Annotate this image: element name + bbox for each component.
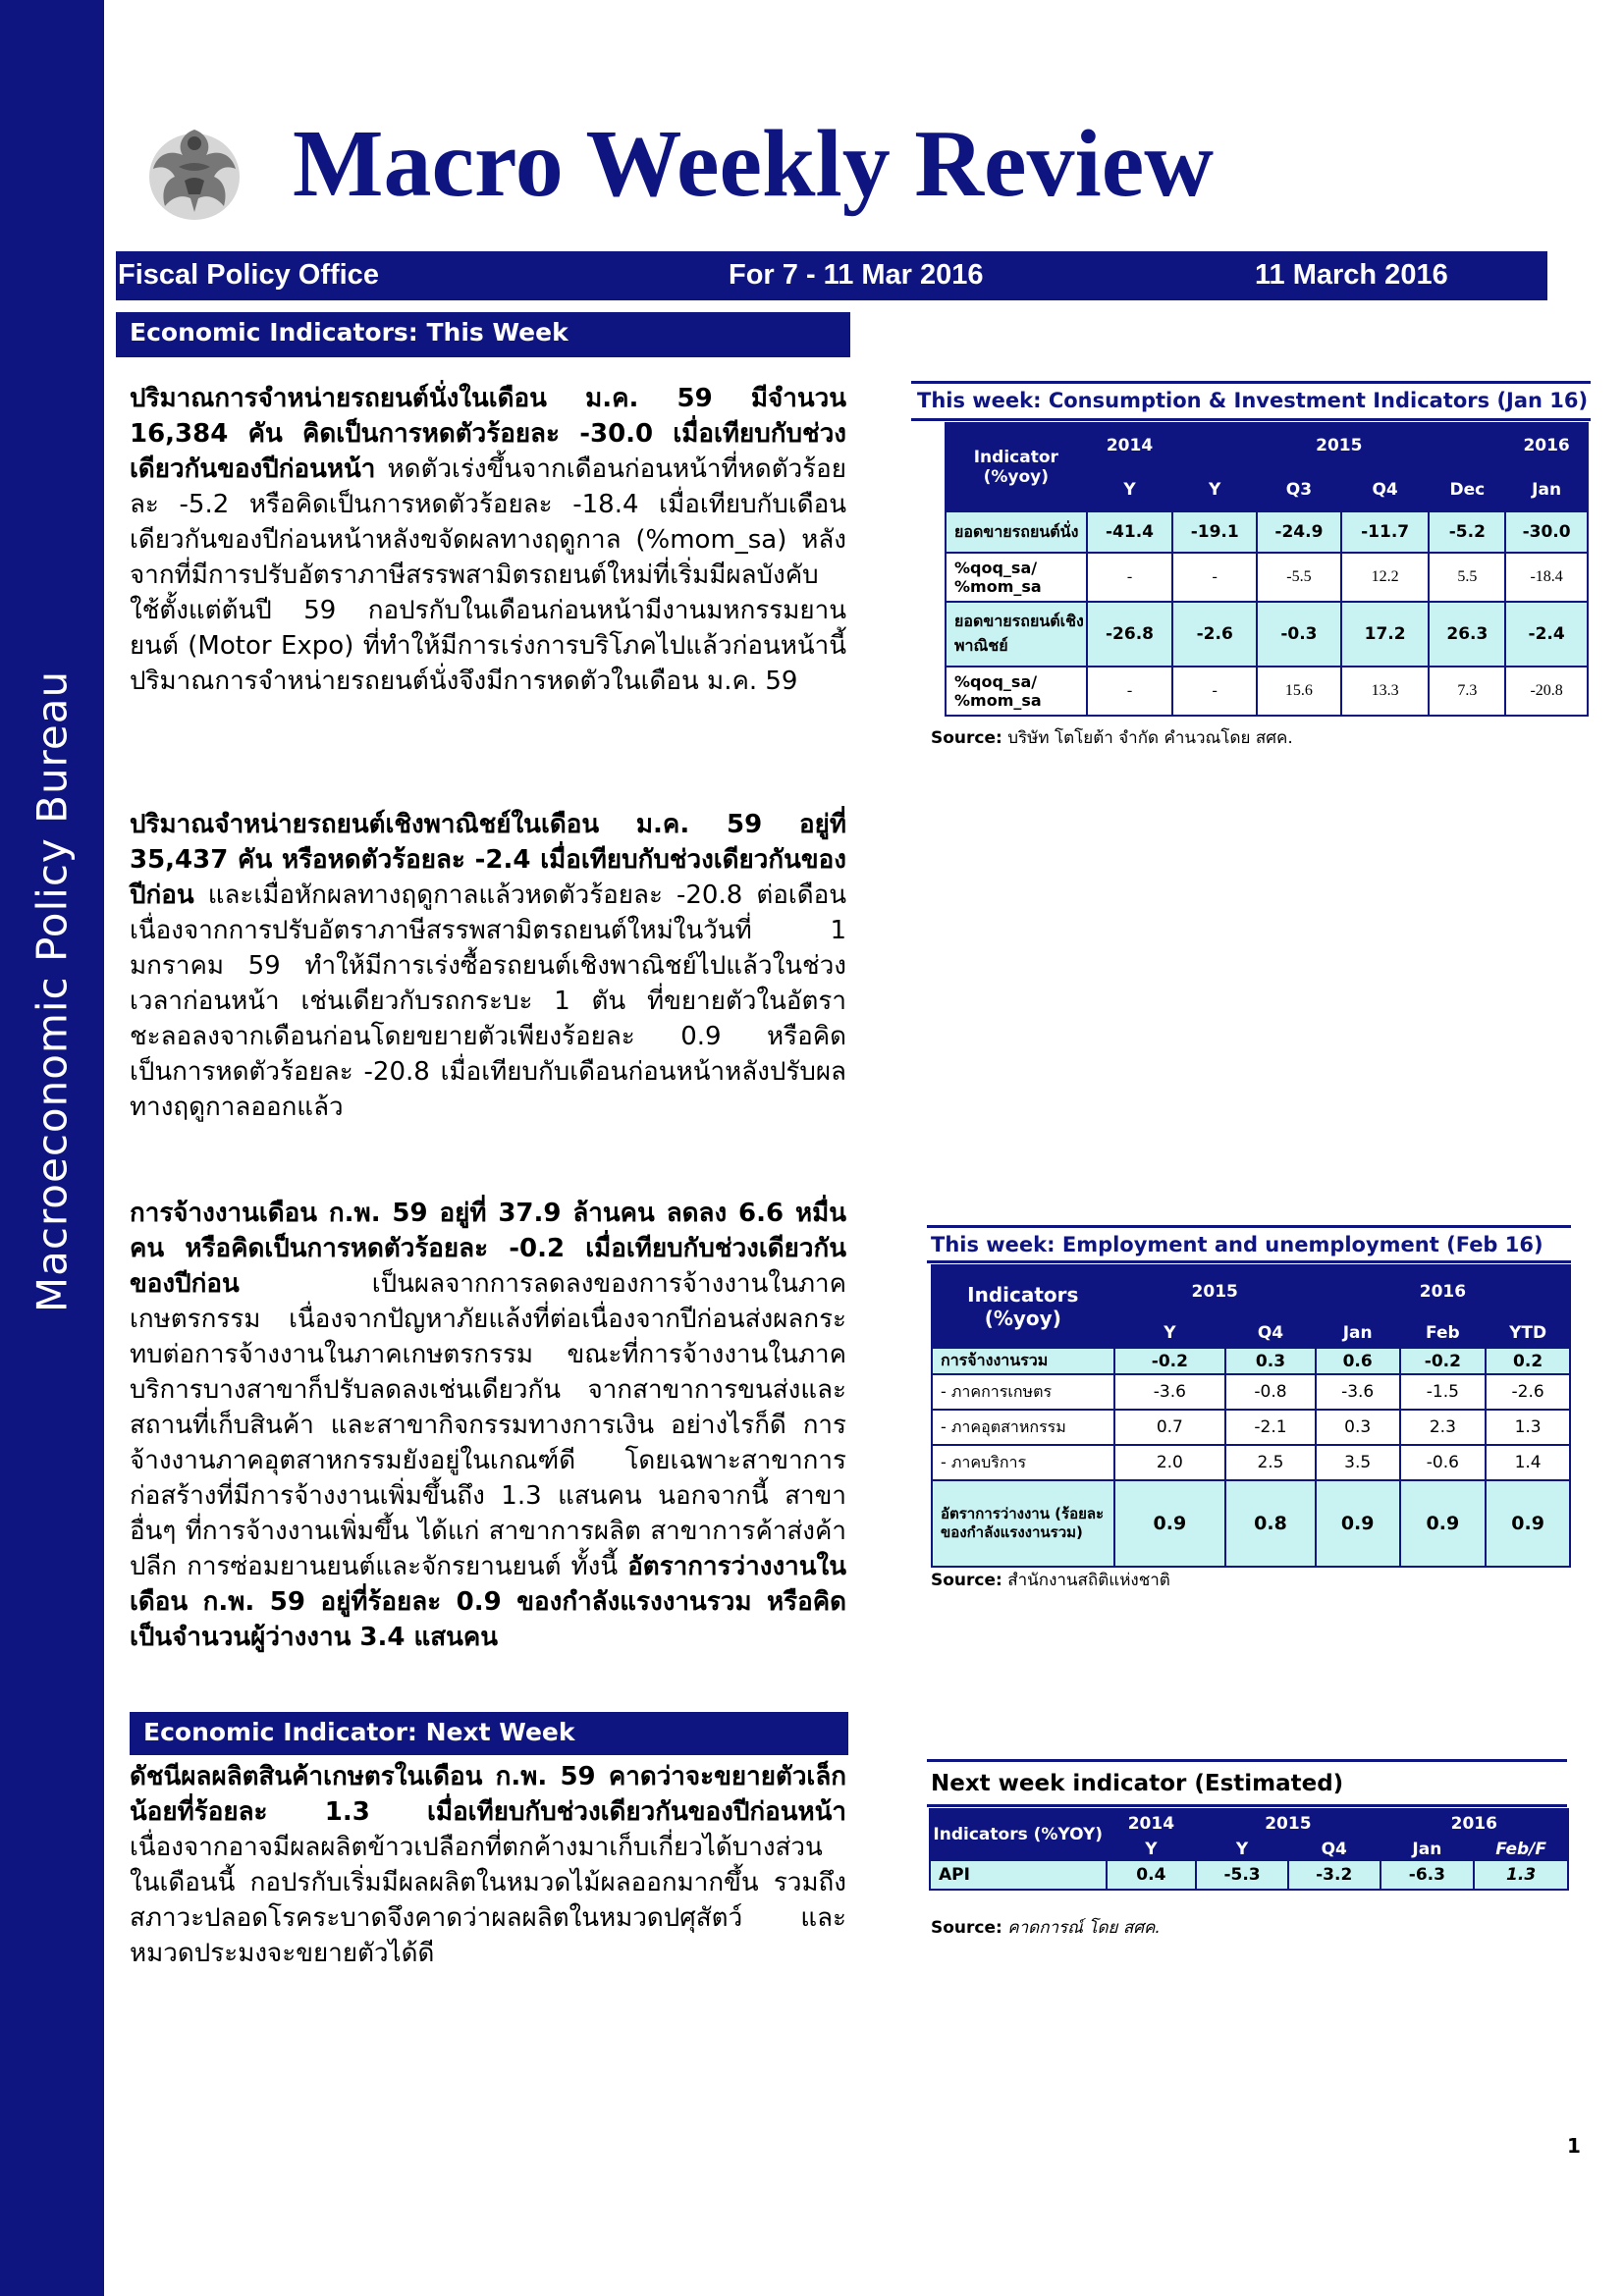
table1-cell: -30.0 (1505, 511, 1588, 553)
source-label: Source: (931, 1571, 1002, 1590)
table1-consumption-investment (945, 422, 1589, 717)
table3-head-year: 2016 (1380, 1809, 1568, 1839)
table1-head-indicator: Indicator (%yoy) (946, 423, 1087, 511)
table1-cell: -26.8 (1087, 602, 1173, 667)
table3-head-indicator: Indicators (%YOY) (930, 1809, 1107, 1860)
table3-subhead: Y (1107, 1839, 1197, 1860)
paragraph-bold: ปริมาณการจำหน่ายรถยนต์นั่งในเดือน ม.ค. 59 มีจำนวน 16,384 คัน คิดเป็นการหดตัวร้อยละ -30.0 เมื่อเทียบกับช่วงเดียวกันของปีก่อนหน้า (130, 384, 846, 484)
table1-cell: 15.6 (1257, 667, 1341, 716)
paragraph-car-sales (130, 381, 846, 699)
paragraph-text: เนื่องจากอาจมีผลผลิตข้าวเปลือกที่ตกค้างมาเก็บเกี่ยวได้บางส่วนในเดือนนี้ กอปรกับเริ่มมีผลผลิตในหมวดไม้ผลออกมากขึ้น รวมถึงสภาวะปลอดโรคระบาดจึงคาดว่าผลผลิตในหมวดปศุสัตว์ และหมวดประมงจะขยายตัวได้ดี (130, 1833, 846, 1968)
table2-row-label: การจ้างงานรวม (932, 1348, 1114, 1374)
table-row (946, 553, 1588, 602)
table2-cell: 3.5 (1316, 1445, 1400, 1480)
issue-date: 11 March 2016 (1255, 259, 1448, 291)
table3-head-year: 2015 (1196, 1809, 1380, 1839)
sidebar-title: Macroeconomic Policy Bureau (27, 669, 77, 1313)
table1-cell: 26.3 (1429, 602, 1505, 667)
table-row (932, 1480, 1570, 1567)
table1-cell: -2.6 (1172, 602, 1257, 667)
table3-subhead: Y (1196, 1839, 1288, 1860)
paragraph-commercial-cars (130, 807, 846, 1125)
table1-cell: - (1172, 553, 1257, 602)
table1-cell: -19.1 (1172, 511, 1257, 553)
table2-cell: 0.7 (1114, 1410, 1226, 1445)
table2-cell: 0.9 (1316, 1480, 1400, 1567)
source-label: Source: (931, 728, 1002, 748)
paragraph-bold: ดัชนีผลผลิตสินค้าเกษตรในเดือน ก.พ. 59 คาดว่าจะขยายตัวเล็กน้อยที่ร้อยละ 1.3 เมื่อเทียบกับช่วงเดียวกันของปีก่อนหน้า (130, 1762, 846, 1827)
table1-cell: 17.2 (1341, 602, 1430, 667)
table3-cell: -6.3 (1380, 1860, 1475, 1890)
table2-cell: 1.3 (1486, 1410, 1570, 1445)
table2-employment (931, 1264, 1571, 1568)
table-row (946, 667, 1588, 716)
table2-top-rule (927, 1225, 1571, 1228)
table1-row-label: %qoq_sa/ %mom_sa (946, 667, 1087, 716)
table3-next-week (929, 1808, 1569, 1891)
table3-subhead: Q4 (1288, 1839, 1380, 1860)
table1-cell: -24.9 (1257, 511, 1341, 553)
section-next-week: Economic Indicator: Next Week (130, 1712, 848, 1755)
table1-subhead: Y (1087, 468, 1173, 511)
table1-row-label: ยอดขายรถยนต์เชิงพาณิชย์ (946, 602, 1087, 667)
paragraph-bold: ปริมาณจำหน่ายรถยนต์เชิงพาณิชย์ในเดือน ม.ค. 59 อยู่ที่ 35,437 คัน หรือหดตัวร้อยละ -2.4 เมื่อเทียบกับช่วงเดียวกันของปีก่อน (130, 810, 846, 910)
table2-cell: -0.6 (1400, 1445, 1487, 1480)
office-name: Fiscal Policy Office (118, 259, 379, 291)
table2-bottom-rule (927, 1260, 1571, 1263)
table2-cell: 2.0 (1114, 1445, 1226, 1480)
table2-subhead: Q4 (1225, 1318, 1316, 1348)
table1-bottom-rule (911, 418, 1591, 421)
paragraph-bold: อัตราการว่างงานในเดือน ก.พ. 59 อยู่ที่ร้อยละ 0.9 ของกำลังแรงงานรวม หรือคิดเป็นจำนวนผู้ว่างงาน 3.4 แสนคน (130, 1552, 846, 1652)
table2-cell: 0.3 (1316, 1410, 1400, 1445)
table3-title: Next week indicator (Estimated) (931, 1771, 1344, 1796)
table2-cell: 0.2 (1486, 1348, 1570, 1374)
table2-cell: 0.8 (1225, 1480, 1316, 1567)
table-row (932, 1348, 1570, 1374)
table1-cell: -2.4 (1505, 602, 1588, 667)
table1-title: This week: Consumption & Investment Indicators (Jan 16) (917, 389, 1589, 412)
table-row (932, 1410, 1570, 1445)
table3-cell: -3.2 (1288, 1860, 1380, 1890)
table3-cell: 0.4 (1107, 1860, 1197, 1890)
table2-cell: 0.6 (1316, 1348, 1400, 1374)
table1-cell: - (1087, 667, 1173, 716)
table3-subhead: Jan (1380, 1839, 1475, 1860)
table1-cell: -41.4 (1087, 511, 1173, 553)
table1-head-year: 2015 (1172, 423, 1505, 468)
table2-cell: -0.2 (1400, 1348, 1487, 1374)
table1-cell: 7.3 (1429, 667, 1505, 716)
table2-cell: -3.6 (1114, 1374, 1226, 1410)
table1-cell: - (1087, 553, 1173, 602)
table-row (946, 511, 1588, 553)
garuda-logo-icon (139, 116, 249, 226)
paragraph-agri-index (130, 1759, 846, 1971)
source-text: สำนักงานสถิติแห่งชาติ (1001, 1571, 1170, 1590)
table2-source (931, 1567, 1170, 1593)
table1-cell: -11.7 (1341, 511, 1430, 553)
paragraph-employment (130, 1196, 846, 1655)
table1-subhead: Jan (1505, 468, 1588, 511)
source-text: บริษัท โตโยต้า จำกัด คำนวณโดย สศค. (1001, 728, 1293, 748)
week-range: For 7 - 11 Mar 2016 (729, 259, 984, 291)
section-this-week: Economic Indicators: This Week (116, 312, 850, 357)
table2-cell: -2.6 (1486, 1374, 1570, 1410)
table2-cell: 0.3 (1225, 1348, 1316, 1374)
table3-cell: 1.3 (1474, 1860, 1568, 1890)
table3-row-label: API (930, 1860, 1107, 1890)
table1-source (931, 724, 1293, 751)
table-row (930, 1860, 1568, 1890)
table1-cell: -5.2 (1429, 511, 1505, 553)
table1-cell: - (1172, 667, 1257, 716)
table3-subhead: Feb/F (1474, 1839, 1568, 1860)
table2-cell: 0.9 (1114, 1480, 1226, 1567)
paragraph-text: เป็นผลจากการลดลงของการจ้างงานในภาคเกษตรกรรม เนื่องจากปัญหาภัยแล้งที่ต่อเนื่องจากปีก่อนส่งผลกระทบต่อการจ้างงานในภาคเกษตรกรรม ขณะที่การจ้างงานในภาคบริการบางสาขาก็ปรับลดลงเช่นเดียวกัน จากสาขาการขนส่งและสถานที่เก็บสินค้า และสาขากิจกรรมทางการเงิน อย่างไรก็ดี การจ้างงานภาคอุตสาหกรรมยังอยู่ในเกณฑ์ดี โดยเฉพาะสาขาการก่อสร้างที่มีการจ้างงานเพิ่มขึ้นถึง 1.3 แสนคน นอกจากนี้ สาขาอื่นๆ ที่การจ้างงานเพิ่มขึ้น ได้แก่ สาขาการผลิต สาขาการค้าส่งค้าปลีก การซ่อมยานยนต์และจักรยานยนต์ ทั้งนี้ (130, 1269, 846, 1581)
table3-head-year: 2014 (1107, 1809, 1197, 1839)
table2-row-label: อัตราการว่างงาน (ร้อยละของกำลังแรงงานรวม) (932, 1480, 1114, 1567)
page-number: 1 (1567, 2134, 1581, 2158)
table1-cell: 5.5 (1429, 553, 1505, 602)
table3-top-rule (927, 1759, 1567, 1762)
table2-cell: -0.2 (1114, 1348, 1226, 1374)
table2-title: This week: Employment and unemployment (Feb 16) (931, 1233, 1543, 1256)
table1-cell: -5.5 (1257, 553, 1341, 602)
table1-row-label: %qoq_sa/ %mom_sa (946, 553, 1087, 602)
table1-subhead: Y (1172, 468, 1257, 511)
paragraph-text: หดตัวเร่งขึ้นจากเดือนก่อนหน้าที่หดตัวร้อยละ -5.2 หรือคิดเป็นการหดตัวร้อยละ -18.4 เมื่อเทียบกับเดือนเดียวกันของปีก่อนหน้าหลังขจัดผลทางฤดูกาล (%mom_sa) หลังจากที่มีการปรับอัตราภาษีสรรพสามิตรถยนต์ใหม่ที่เริ่มมีผลบังคับใช้ตั้งแต่ต้นปี 59 กอปรกับในเดือนก่อนหน้ามีงานมหกรรมยานยนต์ (Motor Expo) ที่ทำให้มีการเร่งการบริโภคไปแล้วก่อนหน้านี้ ปริมาณการจำหน่ายรถยนต์นั่งจึงมีการหดตัวในเดือน ม.ค. 59 (130, 454, 846, 696)
table2-row-label: - ภาคการเกษตร (932, 1374, 1114, 1410)
table2-subhead: YTD (1486, 1318, 1570, 1348)
table1-subhead: Q4 (1341, 468, 1430, 511)
table2-cell: 0.9 (1400, 1480, 1487, 1567)
table1-cell: 12.2 (1341, 553, 1430, 602)
page-title: Macro Weekly Review (293, 111, 1215, 217)
table2-cell: 2.3 (1400, 1410, 1487, 1445)
table1-cell: -20.8 (1505, 667, 1588, 716)
table2-row-label: - ภาคบริการ (932, 1445, 1114, 1480)
table1-subhead: Q3 (1257, 468, 1341, 511)
table2-cell: -0.8 (1225, 1374, 1316, 1410)
table3-cell: -5.3 (1196, 1860, 1288, 1890)
table1-cell: -18.4 (1505, 553, 1588, 602)
table-row (932, 1445, 1570, 1480)
table1-cell: -0.3 (1257, 602, 1341, 667)
table2-subhead: Feb (1400, 1318, 1487, 1348)
table3-bottom-rule (927, 1804, 1567, 1807)
sidebar (0, 0, 104, 2296)
table2-head-year: 2016 (1316, 1265, 1570, 1318)
table1-top-rule (911, 381, 1591, 384)
table1-row-label: ยอดขายรถยนต์นั่ง (946, 511, 1087, 553)
table3-source (931, 1914, 1161, 1941)
table2-cell: -1.5 (1400, 1374, 1487, 1410)
header-bar (116, 251, 1547, 300)
table2-row-label: - ภาคอุตสาหกรรม (932, 1410, 1114, 1445)
table1-cell: 13.3 (1341, 667, 1430, 716)
table-row (932, 1374, 1570, 1410)
paragraph-bold: การจ้างงานเดือน ก.พ. 59 อยู่ที่ 37.9 ล้านคน ลดลง 6.6 หมื่นคน หรือคิดเป็นการหดตัวร้อยละ -0.2 เมื่อเทียบกับช่วงเดียวกันของปีก่อน (130, 1199, 846, 1299)
paragraph-text: และเมื่อหักผลทางฤดูกาลแล้วหดตัวร้อยละ -20.8 ต่อเดือน เนื่องจากการปรับอัตราภาษีสรรพสามิตรถยนต์ใหม่ในวันที่ 1 มกราคม 59 ทำให้มีการเร่งซื้อรถยนต์เชิงพาณิชย์ไปแล้วในช่วงเวลาก่อนหน้า เช่นเดียวกับรถกระบะ 1 ตัน ที่ขยายตัวในอัตราชะลอลงจากเดือนก่อนโดยขยายตัวเพียงร้อยละ 0.9 หรือคิดเป็นการหดตัวร้อยละ -20.8 เมื่อเทียบกับเดือนก่อนหน้าหลังปรับผลทางฤดูกาลออกแล้ว (130, 881, 846, 1122)
table2-cell: 1.4 (1486, 1445, 1570, 1480)
table2-cell: -3.6 (1316, 1374, 1400, 1410)
table2-subhead: Jan (1316, 1318, 1400, 1348)
source-text: คาดการณ์ โดย สศค. (1001, 1918, 1161, 1938)
source-label: Source: (931, 1918, 1002, 1938)
table1-head-year: 2014 (1087, 423, 1173, 468)
table2-subhead: Y (1114, 1318, 1226, 1348)
table2-cell: 0.9 (1486, 1480, 1570, 1567)
table-row (946, 602, 1588, 667)
table1-subhead: Dec (1429, 468, 1505, 511)
table2-head-indicator: Indicators (%yoy) (932, 1265, 1114, 1348)
table2-cell: -2.1 (1225, 1410, 1316, 1445)
table1-head-year: 2016 (1505, 423, 1588, 468)
table2-head-year: 2015 (1114, 1265, 1316, 1318)
table2-cell: 2.5 (1225, 1445, 1316, 1480)
